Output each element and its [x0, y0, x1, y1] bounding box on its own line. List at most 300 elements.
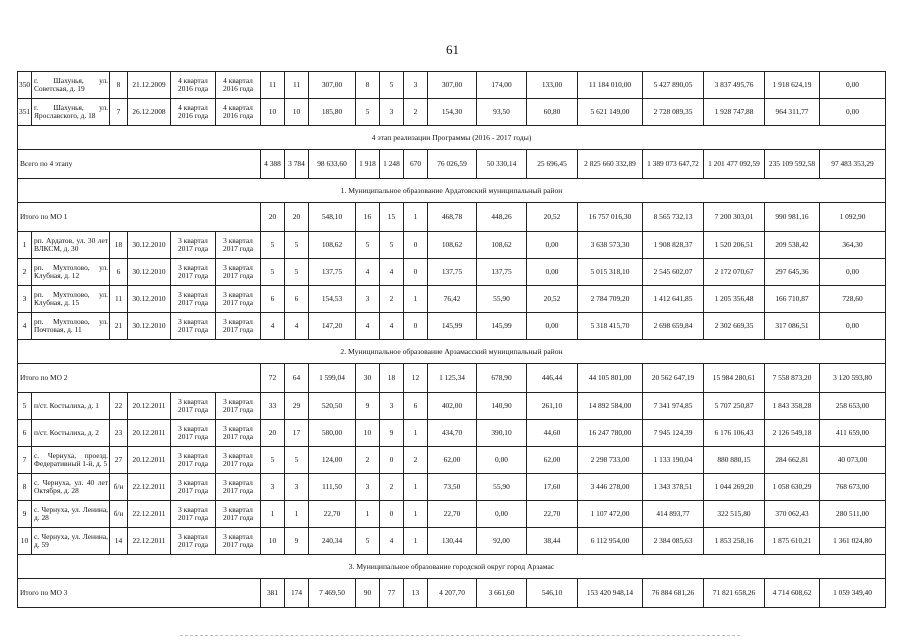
total-cell: 15 984 280,61 — [704, 364, 765, 393]
table-cell: 0,00 — [820, 99, 886, 126]
table-cell: 1 908 828,37 — [643, 232, 704, 259]
total-cell: 174 — [285, 579, 309, 608]
table-cell: 62,00 — [428, 447, 477, 474]
table-cell: 137,75 — [428, 259, 477, 286]
table-cell: 140,90 — [477, 393, 527, 420]
table-cell: 3 квартал 2017 года — [171, 420, 216, 447]
table-cell: 307,00 — [428, 72, 477, 99]
table-cell: 145,99 — [428, 313, 477, 340]
table-cell: 6 — [404, 393, 428, 420]
table-cell: 261,10 — [527, 393, 578, 420]
table-cell: 3 — [356, 286, 380, 313]
total-cell: 1 248 — [380, 150, 404, 179]
total-cell: 72 — [261, 364, 285, 393]
table-cell: 21 — [110, 313, 128, 340]
address-cell: рп. Мухтолово, ул. Клубная, д. 12 — [32, 259, 110, 286]
table-cell: 14 — [110, 528, 128, 555]
total-cell: 235 109 592,58 — [765, 150, 820, 179]
table-cell: 3 квартал 2017 года — [171, 393, 216, 420]
table-cell: 6 112 954,00 — [578, 528, 643, 555]
table-cell: 22,70 — [309, 501, 356, 528]
table-cell: 3 квартал 2017 года — [171, 313, 216, 340]
total-cell: 98 633,60 — [309, 150, 356, 179]
total-cell: 16 757 016,30 — [578, 203, 643, 232]
table-row — [18, 72, 886, 99]
table-cell: 27 — [110, 447, 128, 474]
table-cell: 4 — [285, 313, 309, 340]
table-cell: 280 511,00 — [820, 501, 886, 528]
row-number: 8 — [18, 474, 32, 501]
table-cell: 5 — [380, 232, 404, 259]
table-cell: 5 — [261, 259, 285, 286]
table-cell: 5 — [261, 232, 285, 259]
table-row — [18, 99, 886, 126]
table-cell: 108,62 — [428, 232, 477, 259]
total-cell: 381 — [261, 579, 285, 608]
table-cell: 4 — [356, 313, 380, 340]
table-cell: 1 520 206,51 — [704, 232, 765, 259]
table-cell: 3 квартал 2017 года — [171, 259, 216, 286]
table-cell: 3 — [285, 474, 309, 501]
table-cell: 9 — [356, 393, 380, 420]
table-cell: 5 318 415,70 — [578, 313, 643, 340]
total-cell: 3 120 593,80 — [820, 364, 886, 393]
total-cell: 16 — [356, 203, 380, 232]
table-cell: 6 — [261, 286, 285, 313]
total-cell: 1 125,34 — [428, 364, 477, 393]
address-cell: г. Шахунья, ул. Советская, д. 19 — [32, 72, 110, 99]
table-cell: 4 — [380, 313, 404, 340]
table-cell: 5 621 149,00 — [578, 99, 643, 126]
table-cell: 2 — [380, 474, 404, 501]
total-cell: 990 981,16 — [765, 203, 820, 232]
table-cell: 16 247 780,00 — [578, 420, 643, 447]
table-cell: 76,42 — [428, 286, 477, 313]
total-cell: 448,26 — [477, 203, 527, 232]
table-cell: 3 квартал 2017 года — [171, 474, 216, 501]
table-cell: 55,90 — [477, 474, 527, 501]
table-cell: 137,75 — [309, 259, 356, 286]
table-cell: 414 893,77 — [643, 501, 704, 528]
table-cell: 20 — [261, 420, 285, 447]
table-cell: 317 086,51 — [765, 313, 820, 340]
address-cell: с. Чернуха, ул. Ленина, д. 59 — [32, 528, 110, 555]
total-cell: 4 207,70 — [428, 579, 477, 608]
table-cell: 1 875 610,21 — [765, 528, 820, 555]
total-cell: 13 — [404, 579, 428, 608]
table-cell: 2 384 085,63 — [643, 528, 704, 555]
row-number: 2 — [18, 259, 32, 286]
page-number: 61 — [446, 42, 459, 57]
table-cell: 3 квартал 2017 года — [216, 393, 261, 420]
table-cell: 2 — [380, 286, 404, 313]
table-cell: 1 107 472,00 — [578, 501, 643, 528]
table-cell: 3 — [404, 72, 428, 99]
table-cell: 3 квартал 2017 года — [216, 528, 261, 555]
table-cell: 44,60 — [527, 420, 578, 447]
table-cell: 364,30 — [820, 232, 886, 259]
table-cell: 30.12.2010 — [128, 286, 171, 313]
section-heading-row — [18, 340, 886, 364]
table-cell: 5 707 250,87 — [704, 393, 765, 420]
table-cell: 307,00 — [309, 72, 356, 99]
table-cell: 18 — [110, 232, 128, 259]
total-cell: 20 562 647,19 — [643, 364, 704, 393]
table-cell: 6 — [110, 259, 128, 286]
table-cell: 29 — [285, 393, 309, 420]
program-table — [17, 71, 886, 608]
address-cell: г. Шахунья, ул. Ярославского, д. 18 — [32, 99, 110, 126]
row-number: 351 — [18, 99, 32, 126]
table-row — [18, 232, 886, 259]
address-cell: рп. Ардатов, ул. 30 лет ВЛКСМ, д. 30 — [32, 232, 110, 259]
table-cell: 284 662,81 — [765, 447, 820, 474]
table-cell: 2 784 709,20 — [578, 286, 643, 313]
table-cell: 174,00 — [477, 72, 527, 99]
address-cell: п/ст. Костылиха, д. 1 — [32, 393, 110, 420]
total-cell: 64 — [285, 364, 309, 393]
total-label: Всего по 4 этапу — [18, 150, 261, 179]
table-cell: 60,80 — [527, 99, 578, 126]
table-cell: 5 — [261, 447, 285, 474]
table-cell: 1 — [261, 501, 285, 528]
table-cell: 9 — [285, 528, 309, 555]
table-cell: 30.12.2010 — [128, 313, 171, 340]
table-cell: 3 квартал 2017 года — [216, 420, 261, 447]
table-cell: 6 176 106,43 — [704, 420, 765, 447]
total-cell: 1 201 477 092,59 — [704, 150, 765, 179]
table-cell: 370 062,43 — [765, 501, 820, 528]
address-cell: с. Чернуха, ул. Ленина, д. 28 — [32, 501, 110, 528]
total-row — [18, 579, 886, 608]
table-cell: 768 673,00 — [820, 474, 886, 501]
table-cell: 185,80 — [309, 99, 356, 126]
section-heading: 3. Муниципальное образование городской округ город Арзамас — [18, 555, 886, 579]
table-cell: 0,00 — [477, 501, 527, 528]
table-cell: 3 — [261, 474, 285, 501]
table-cell: 10 — [261, 528, 285, 555]
table-cell: 390,10 — [477, 420, 527, 447]
table-cell: 5 015 318,10 — [578, 259, 643, 286]
table-cell: 520,50 — [309, 393, 356, 420]
total-label: Итого по МО 1 — [18, 203, 261, 232]
table-cell: 8 — [356, 72, 380, 99]
table-cell: 0 — [380, 447, 404, 474]
table-cell: 8 — [110, 72, 128, 99]
row-number: 1 — [18, 232, 32, 259]
table-cell: 93,50 — [477, 99, 527, 126]
total-cell: 1 059 349,40 — [820, 579, 886, 608]
table-cell: 30.12.2010 — [128, 232, 171, 259]
table-cell: 38,44 — [527, 528, 578, 555]
total-row — [18, 150, 886, 179]
table-row — [18, 474, 886, 501]
table-row — [18, 259, 886, 286]
table-cell: 1 853 258,16 — [704, 528, 765, 555]
table-cell: 4 — [380, 259, 404, 286]
total-cell: 4 714 608,62 — [765, 579, 820, 608]
table-cell: 0,00 — [820, 313, 886, 340]
table-cell: 4 квартал 2016 года — [216, 99, 261, 126]
total-cell: 1 918 — [356, 150, 380, 179]
table-cell: 55,90 — [477, 286, 527, 313]
table-cell: 297 645,36 — [765, 259, 820, 286]
table-cell: 4 квартал 2016 года — [171, 72, 216, 99]
table-cell: 0,00 — [477, 447, 527, 474]
total-cell: 1 — [404, 203, 428, 232]
table-row — [18, 393, 886, 420]
table-cell: 9 — [380, 420, 404, 447]
table-cell: 7 341 974,85 — [643, 393, 704, 420]
table-cell: 1 843 358,28 — [765, 393, 820, 420]
table-cell: 0 — [380, 501, 404, 528]
table-cell: 11 — [285, 72, 309, 99]
total-cell: 97 483 353,29 — [820, 150, 886, 179]
total-label: Итого по МО 2 — [18, 364, 261, 393]
table-cell: 0,00 — [820, 72, 886, 99]
section-heading: 2. Муниципальное образование Арзамасский муниципальный район — [18, 340, 886, 364]
table-cell: 11 — [110, 286, 128, 313]
table-cell: 2 302 669,35 — [704, 313, 765, 340]
total-row — [18, 203, 886, 232]
total-cell: 3 784 — [285, 150, 309, 179]
table-cell: 3 квартал 2017 года — [171, 447, 216, 474]
table-row — [18, 528, 886, 555]
total-cell: 30 — [356, 364, 380, 393]
table-cell: 2 545 602,07 — [643, 259, 704, 286]
table-cell: 0,00 — [527, 259, 578, 286]
total-cell: 7 469,50 — [309, 579, 356, 608]
table-cell: 2 172 070,67 — [704, 259, 765, 286]
total-cell: 44 105 801,00 — [578, 364, 643, 393]
row-number: 5 — [18, 393, 32, 420]
total-cell: 446,44 — [527, 364, 578, 393]
table-cell: 0,00 — [527, 232, 578, 259]
table-cell: 3 837 495,76 — [704, 72, 765, 99]
table-cell: 3 — [380, 393, 404, 420]
total-label: Итого по МО 3 — [18, 579, 261, 608]
table-cell: 130,44 — [428, 528, 477, 555]
table-cell: б/н — [110, 501, 128, 528]
table-cell: 411 659,00 — [820, 420, 886, 447]
table-cell: 124,00 — [309, 447, 356, 474]
row-number: 6 — [18, 420, 32, 447]
table-cell: 209 538,42 — [765, 232, 820, 259]
table-cell: 154,53 — [309, 286, 356, 313]
table-cell: 147,20 — [309, 313, 356, 340]
table-cell: 5 — [285, 447, 309, 474]
total-cell: 15 — [380, 203, 404, 232]
total-cell: 678,90 — [477, 364, 527, 393]
table-cell: 92,00 — [477, 528, 527, 555]
total-cell: 50 330,14 — [477, 150, 527, 179]
table-cell: 0 — [404, 313, 428, 340]
table-cell: 3 638 573,30 — [578, 232, 643, 259]
table-cell: 20.12.2011 — [128, 393, 171, 420]
table-cell: 7 945 124,39 — [643, 420, 704, 447]
table-cell: 1 918 624,19 — [765, 72, 820, 99]
table-cell: 3 квартал 2017 года — [216, 286, 261, 313]
table-cell: 1 133 190,04 — [643, 447, 704, 474]
table-row — [18, 286, 886, 313]
table-cell: 5 — [356, 528, 380, 555]
table-cell: 4 квартал 2016 года — [216, 72, 261, 99]
total-cell: 20 — [261, 203, 285, 232]
table-cell: 1 412 641,85 — [643, 286, 704, 313]
total-cell: 20 — [285, 203, 309, 232]
address-cell: с. Чернуха, проезд. Федеративный 1-й, д. 5 — [32, 447, 110, 474]
table-cell: 5 — [356, 232, 380, 259]
table-cell: 2 — [356, 447, 380, 474]
table-cell: 17,60 — [527, 474, 578, 501]
table-cell: 4 — [380, 528, 404, 555]
table-cell: 4 квартал 2016 года — [171, 99, 216, 126]
row-number: 3 — [18, 286, 32, 313]
section-heading-row — [18, 555, 886, 579]
table-cell: 3 квартал 2017 года — [216, 232, 261, 259]
table-cell: 3 квартал 2017 года — [171, 528, 216, 555]
table-cell: 1 058 630,29 — [765, 474, 820, 501]
table-cell: 2 — [404, 447, 428, 474]
table-cell: 22,70 — [428, 501, 477, 528]
table-cell: 21.12.2009 — [128, 72, 171, 99]
total-cell: 7 200 303,01 — [704, 203, 765, 232]
total-cell: 76 026,59 — [428, 150, 477, 179]
table-cell: 137,75 — [477, 259, 527, 286]
section-heading-row — [18, 179, 886, 203]
table-cell: 402,00 — [428, 393, 477, 420]
table-cell: 14 892 584,00 — [578, 393, 643, 420]
table-cell: 40 073,00 — [820, 447, 886, 474]
table-row — [18, 313, 886, 340]
table-cell: 62,00 — [527, 447, 578, 474]
table-cell: 10 — [356, 420, 380, 447]
table-cell: 10 — [261, 99, 285, 126]
table-cell: 728,60 — [820, 286, 886, 313]
table-cell: 2 298 733,00 — [578, 447, 643, 474]
table-cell: 73,50 — [428, 474, 477, 501]
total-cell: 76 884 681,26 — [643, 579, 704, 608]
table-cell: 6 — [285, 286, 309, 313]
table-cell: 22.12.2011 — [128, 528, 171, 555]
table-row — [18, 420, 886, 447]
table-cell: 2 126 549,18 — [765, 420, 820, 447]
table-cell: 10 — [285, 99, 309, 126]
table-cell: б/н — [110, 474, 128, 501]
total-cell: 77 — [380, 579, 404, 608]
row-number: 4 — [18, 313, 32, 340]
table-cell: 1 — [356, 501, 380, 528]
table-cell: 1 — [404, 420, 428, 447]
address-cell: рп. Мухтолово, ул. Клубная, д. 15 — [32, 286, 110, 313]
table-cell: 434,70 — [428, 420, 477, 447]
table-cell: 1 928 747,88 — [704, 99, 765, 126]
table-cell: 133,00 — [527, 72, 578, 99]
total-cell: 468,78 — [428, 203, 477, 232]
table-cell: 11 — [261, 72, 285, 99]
table-cell: 3 квартал 2017 года — [216, 501, 261, 528]
total-row — [18, 364, 886, 393]
table-cell: 11 184 010,00 — [578, 72, 643, 99]
table-cell: 5 — [356, 99, 380, 126]
table-cell: 580,00 — [309, 420, 356, 447]
table-cell: 964 311,77 — [765, 99, 820, 126]
table-cell: 2 728 089,35 — [643, 99, 704, 126]
table-cell: 20,52 — [527, 286, 578, 313]
table-cell: 22.12.2011 — [128, 474, 171, 501]
total-cell: 25 696,45 — [527, 150, 578, 179]
table-cell: 22,70 — [527, 501, 578, 528]
table-cell: 1 044 269,20 — [704, 474, 765, 501]
section-heading: 1. Муниципальное образование Ардатовский муниципальный район — [18, 179, 886, 203]
table-cell: 3 — [380, 99, 404, 126]
table-cell: 5 — [285, 259, 309, 286]
total-cell: 153 420 948,14 — [578, 579, 643, 608]
total-cell: 12 — [404, 364, 428, 393]
total-cell: 1 389 073 647,72 — [643, 150, 704, 179]
table-cell: 3 — [356, 474, 380, 501]
table-cell: 20.12.2011 — [128, 420, 171, 447]
row-number: 350 — [18, 72, 32, 99]
table-row — [18, 501, 886, 528]
table-cell: 154,30 — [428, 99, 477, 126]
table-cell: 0,00 — [820, 259, 886, 286]
table-cell: 7 — [110, 99, 128, 126]
table-cell: 3 квартал 2017 года — [216, 474, 261, 501]
table-cell: 5 — [285, 232, 309, 259]
row-number: 9 — [18, 501, 32, 528]
table-cell: 5 427 890,05 — [643, 72, 704, 99]
table-cell: 33 — [261, 393, 285, 420]
table-cell: 1 — [285, 501, 309, 528]
total-cell: 670 — [404, 150, 428, 179]
table-cell: 22 — [110, 393, 128, 420]
table-cell: 145,99 — [477, 313, 527, 340]
table-cell: 5 — [380, 72, 404, 99]
section-heading-row — [18, 126, 886, 150]
section-heading: 4 этап реализации Программы (2016 - 2017 годы) — [18, 126, 886, 150]
total-cell: 4 388 — [261, 150, 285, 179]
table-cell: 3 квартал 2017 года — [216, 313, 261, 340]
table-cell: 26.12.2008 — [128, 99, 171, 126]
table-cell: 0 — [404, 232, 428, 259]
table-cell: 1 — [404, 286, 428, 313]
table-cell: 3 446 278,00 — [578, 474, 643, 501]
total-cell: 71 821 658,26 — [704, 579, 765, 608]
total-cell: 8 565 732,13 — [643, 203, 704, 232]
table-cell: 111,50 — [309, 474, 356, 501]
table-cell: 108,62 — [477, 232, 527, 259]
table-cell: 2 — [404, 99, 428, 126]
total-cell: 1 599,04 — [309, 364, 356, 393]
address-cell: с. Чернуха, ул. 40 лет Октября, д. 28 — [32, 474, 110, 501]
table-cell: 23 — [110, 420, 128, 447]
address-cell: рп. Мухтолово, ул. Почтовая, д. 11 — [32, 313, 110, 340]
table-cell: 17 — [285, 420, 309, 447]
table-cell: 1 205 356,48 — [704, 286, 765, 313]
table-cell: 20.12.2011 — [128, 447, 171, 474]
table-cell: 1 361 024,80 — [820, 528, 886, 555]
total-cell: 3 661,60 — [477, 579, 527, 608]
table-cell: 4 — [261, 313, 285, 340]
table-cell: 30.12.2010 — [128, 259, 171, 286]
table-cell: 322 515,80 — [704, 501, 765, 528]
scan-artifact — [180, 635, 740, 637]
table-cell: 1 343 378,51 — [643, 474, 704, 501]
total-cell: 548,10 — [309, 203, 356, 232]
table-cell: 108,62 — [309, 232, 356, 259]
table-cell: 3 квартал 2017 года — [171, 232, 216, 259]
